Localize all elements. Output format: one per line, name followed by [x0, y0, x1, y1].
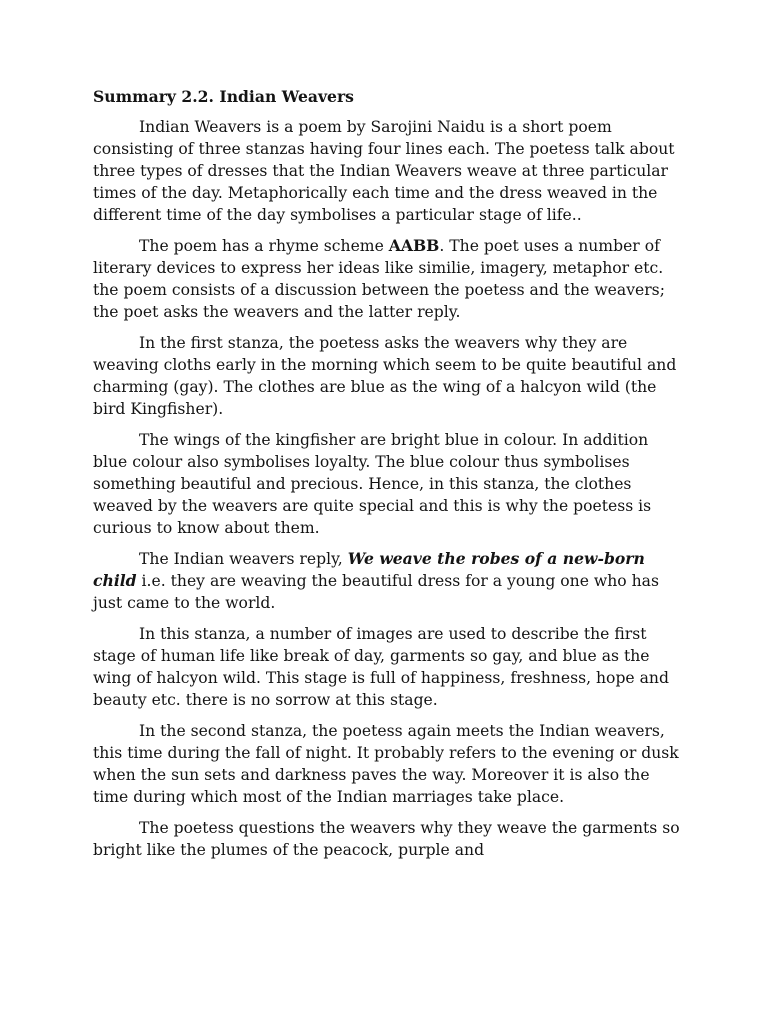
paragraph-second-stanza: In the second stanza, the poetess again meets the Indian weavers, this time during the fall of night. It probably refers to the evening or dusk when the sun sets and darkness paves the way. Moreover it is also the time during which most of the Indian marriages take place.	[93, 722, 679, 806]
paragraph-peacock: The poetess questions the weavers why they weave the garments so bright like the plumes of the peacock, purple and	[93, 819, 680, 859]
paragraph-kingfisher: The wings of the kingfisher are bright blue in colour. In addition blue colour also symbolises loyalty. The blue colour thus symbolises something beautiful and precious. Hence, in this stanza, the clothes weaved by the weavers are quite special and this is why the poetess is curious to know about them.	[93, 431, 652, 537]
paragraph-weavers-reply	[93, 548, 681, 614]
document-page	[93, 86, 681, 870]
paragraph-rhyme-scheme-text-end: . The poet uses a number of literary devices to express her ideas like similie, imagery, metaphor etc. the poem consists of a discussion between the poetess and the weavers; the poet asks the weavers and the latter reply.	[93, 237, 665, 321]
paragraph-first-stanza: In the first stanza, the poetess asks the weavers why they are weaving cloths early in the morning which seem to be quite beautiful and charming (gay). The clothes are blue as the wing of a halcyon wild (the bird Kingfisher).	[93, 334, 677, 418]
paragraph-intro: Indian Weavers is a poem by Sarojini Naidu is a short poem consisting of three stanzas having four lines each. The poetess talk about three types of dresses that the Indian Weavers weave at three particular times of the day. Metaphorically each time and the dress weaved in the different time of the day symbolises a particular stage of life..	[93, 118, 675, 224]
rhyme-scheme-term: AABB	[388, 236, 440, 255]
section-title: Summary 2.2. Indian Weavers	[93, 87, 354, 106]
paragraph-weavers-reply-text-end: i.e. they are weaving the beautiful dress for a young one who has just came to the world.	[93, 572, 659, 612]
paragraph-rhyme-scheme	[93, 235, 681, 323]
paragraph-weavers-reply-text-start: The Indian weavers reply,	[139, 550, 348, 568]
paragraph-imagery: In this stanza, a number of images are used to describe the first stage of human life like break of day, garments so gay, and blue as the wing of halcyon wild. This stage is full of happiness, freshness, hope and beauty etc. there is no sorrow at this stage.	[93, 625, 669, 709]
quoted-line: We weave the robes of a new-born child	[93, 549, 645, 590]
paragraph-rhyme-scheme-text-start: The poem has a rhyme scheme	[139, 237, 389, 255]
